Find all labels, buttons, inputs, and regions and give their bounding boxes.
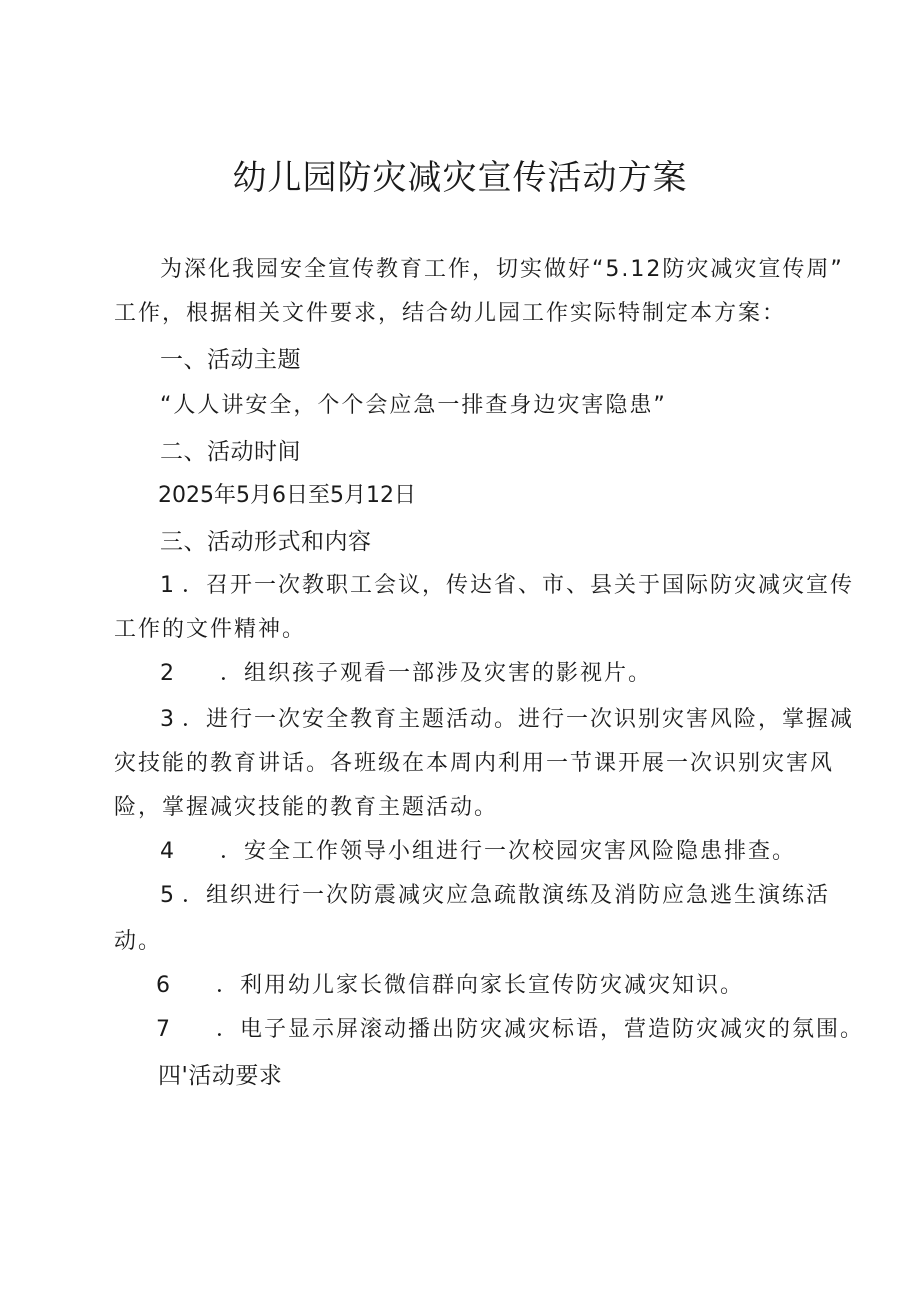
list-item-text: ．进行一次安全教育主题活动。进行一次识别灾害风险，掌握减	[182, 707, 855, 732]
list-item-text: ．组织进行一次防震减灾应急疏散演练及消防应急逃生演练活	[182, 883, 831, 908]
list-item-number: 6	[156, 973, 172, 998]
list-item-7	[156, 1015, 864, 1045]
list-item-number: 7	[156, 1017, 172, 1042]
section-2-heading: 二、活动时间	[160, 439, 301, 465]
list-item-6	[156, 971, 744, 1001]
list-item-text: ．组织孩子观看一部涉及灾害的影视片。	[220, 661, 653, 686]
list-item-text: ．利用幼儿家长微信群向家长宣传防灾减灾知识。	[216, 973, 745, 998]
section-3-heading: 三、活动形式和内容	[160, 529, 372, 555]
list-item-number: 1	[160, 573, 176, 598]
intro-line-1: 为深化我园安全宣传教育工作，切实做好“5.12防灾减灾宣传周”	[160, 257, 844, 282]
section-1-text: “人人讲安全，个个会应急一排查身边灾害隐患”	[160, 393, 667, 418]
list-item-5-line-1	[160, 881, 830, 911]
list-item-1-line-2: 工作的文件精神。	[114, 617, 307, 642]
list-item-3-line-2: 灾技能的教育讲话。各班级在本周内利用一节课开展一次识别灾害风	[114, 751, 835, 776]
list-item-text: ．电子显示屏滚动播出防灾减灾标语，营造防灾减灾的氛围。	[216, 1017, 865, 1042]
list-item-4	[160, 837, 796, 867]
list-item-number: 4	[160, 839, 176, 864]
list-item-number: 2	[160, 661, 176, 686]
list-item-1-line-1	[160, 571, 854, 601]
section-1-heading: 一、活动主题	[160, 347, 301, 373]
list-item-text: ．召开一次教职工会议，传达省、市、县关于国际防灾减灾宣传	[182, 573, 855, 598]
list-item-number: 5	[160, 883, 176, 908]
list-item-number: 3	[160, 707, 176, 732]
section-4-heading: 四'活动要求	[158, 1063, 283, 1089]
list-item-text: ．安全工作领导小组进行一次校园灾害风险隐患排查。	[220, 839, 797, 864]
list-item-3-line-1	[160, 705, 854, 735]
intro-line-2: 工作，根据相关文件要求，结合幼儿园工作实际特制定本方案：	[114, 301, 787, 326]
list-item-3-line-3: 险，掌握减灾技能的教育主题活动。	[114, 795, 499, 820]
document-title: 幼儿园防灾减灾宣传活动方案	[232, 158, 688, 198]
list-item-2	[160, 659, 652, 689]
list-item-5-line-2: 动。	[114, 929, 163, 954]
section-2-text: 2025年5月6日至5月12日	[158, 483, 416, 508]
